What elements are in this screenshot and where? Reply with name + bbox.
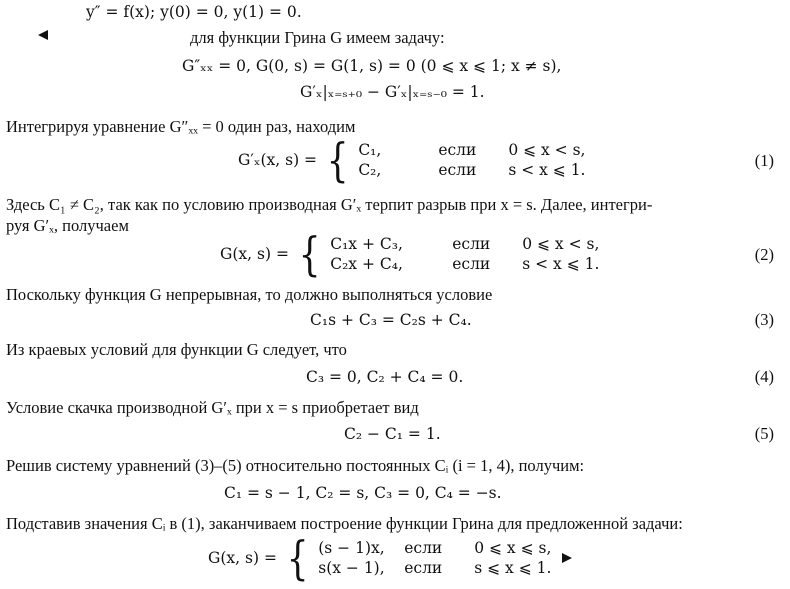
equation-ode: y″ = f(x); y(0) = 0, y(1) = 0. [86,3,302,21]
equation-number: (1) [754,151,774,170]
case-word: если [452,235,491,253]
case-value: C₁x + C₃, [330,235,403,253]
case-condition: 0 ⩽ x < s, [508,141,586,159]
case-row [330,234,599,254]
text-line: для функции Грина G имеем задачу: [190,28,445,47]
case-word: если [404,539,443,557]
cases [330,234,599,274]
case-condition: s ⩽ x ⩽ 1. [474,559,552,577]
equation-green-function [208,531,552,585]
case-word: если [404,559,443,577]
equation-1 [238,133,586,187]
case-word: если [438,141,477,159]
equation-5: C₂ − C₁ = 1. [344,425,441,443]
case-condition: s < x ⩽ 1. [522,255,600,273]
equation-lhs: G(x, s) = [208,549,277,567]
left-brace-icon: { [298,227,321,281]
left-brace-icon: { [326,133,349,187]
case-value: s(x − 1), [318,559,385,577]
case-value: (s − 1)x, [318,539,385,557]
case-value: C₂, [358,161,382,179]
case-row [318,558,551,578]
text-line: Интегрируя уравнение G″ₓₓ = 0 один раз, находим [6,117,356,136]
equation-jump-condition: G′ₓ|ₓ₌ₛ₊₀ − G′ₓ|ₓ₌ₛ₋₀ = 1. [300,83,485,101]
equation-lhs: G′ₓ(x, s) = [238,151,318,169]
case-word: если [452,255,491,273]
case-condition: s < x ⩽ 1. [508,161,586,179]
equation-number: (4) [754,367,774,386]
text-line: Решив систему уравнений (3)–(5) относительно постоянных Cᵢ (i = 1, 4), получим: [6,456,585,475]
equation-number: (3) [754,310,774,329]
cases [358,140,585,180]
case-condition: 0 ⩽ x ⩽ s, [474,539,552,557]
equation-2 [220,227,600,281]
triangle-right-icon [562,553,572,563]
triangle-left-icon [38,30,48,40]
case-condition: 0 ⩽ x < s, [522,235,600,253]
equation-3: C₁s + C₃ = C₂s + C₄. [310,311,472,329]
text-line: руя G′ₓ, получаем [6,216,129,235]
equation-constants: C₁ = s − 1, C₂ = s, C₃ = 0, C₄ = −s. [224,484,502,502]
case-row [358,140,585,160]
text-line: Здесь C₁ ≠ C₂, так как по условию производная G′ₓ терпит разрыв при x = s. Далее, интегри- [6,195,653,214]
cases [318,538,551,578]
case-row [330,254,599,274]
case-value: C₁, [358,141,382,159]
text-line: Условие скачка производной G′ₓ при x = s приобретает вид [6,398,419,417]
case-value: C₂x + C₄, [330,255,403,273]
text-line: Поскольку функция G непрерывная, то должно выполняться условие [6,285,493,304]
equation-number: (5) [754,424,774,443]
case-row [358,160,585,180]
text-line: Из краевых условий для функции G следует, что [6,340,347,359]
text-line: Подставив значения Cᵢ в (1), заканчиваем построение функции Грина для предложенной задачи: [6,514,683,533]
equation-number: (2) [754,245,774,264]
case-word: если [438,161,477,179]
equation-lhs: G(x, s) = [220,245,289,263]
case-row [318,538,551,558]
left-brace-icon: { [286,531,309,585]
equation-green-problem: G″ₓₓ = 0, G(0, s) = G(1, s) = 0 (0 ⩽ x ⩽ 1; x ≠ s), [182,57,562,75]
equation-4: C₃ = 0, C₂ + C₄ = 0. [306,368,464,386]
